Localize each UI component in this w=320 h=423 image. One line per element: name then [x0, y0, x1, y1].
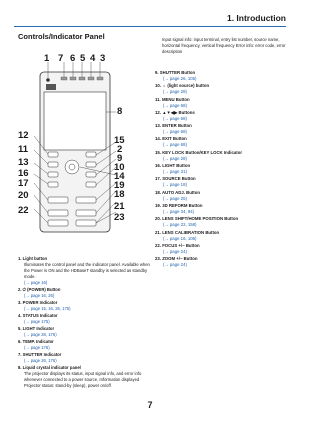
list-item — [18, 326, 151, 338]
item-page-ref[interactable]: (→ page 28) — [163, 155, 187, 161]
list-item — [18, 300, 151, 312]
item-number: 8. — [18, 365, 22, 370]
list-item: 23. ZOOM +/− Button (→ page 24) — [155, 256, 290, 268]
list-item — [18, 313, 151, 325]
light-source-icon: ☼ — [162, 83, 167, 89]
item-page-ref[interactable]: (→ page 16) — [24, 280, 48, 285]
callout-21: 21 — [114, 201, 125, 212]
callout-6: 6 — [70, 53, 76, 64]
list-item — [18, 352, 151, 364]
item-number: 3. — [18, 300, 22, 305]
item-number: 4. — [18, 313, 22, 318]
item-page-ref[interactable]: (→ page 18) — [163, 182, 187, 188]
callout-7: 7 — [58, 53, 64, 64]
item-page-ref[interactable]: (→ page 24) — [163, 248, 187, 254]
list-item: 13. ENTER Button (→ page 68) — [155, 123, 290, 135]
callout-11: 11 — [18, 144, 29, 155]
list-item — [18, 287, 151, 299]
callout-16: 16 — [18, 168, 29, 179]
power-icon: ⏻ — [22, 287, 26, 292]
item-description: The projector displays its status, input signal info, and error info whenever connected to a power source. Information displayed Projector status: stand-by (sleep), power on/off — [24, 371, 142, 388]
item-description: Illuminates the control panel and the indicator panel. Available when the Power is ON and the HDBaseT standby is selected as standby mode. — [24, 262, 150, 279]
item-number: 1. — [18, 256, 22, 261]
callout-19: 19 — [114, 180, 125, 191]
list-item: 22. FOCUS +/− Button (→ page 24) — [155, 243, 290, 255]
callout-3: 3 — [100, 53, 106, 64]
chapter-title: 1. Introduction — [226, 13, 286, 23]
item-page-ref[interactable]: (→ page 68) — [163, 102, 187, 108]
item-page-ref[interactable]: (→ page 25) — [163, 195, 187, 201]
item-page-ref[interactable]: (→ page 175) — [24, 319, 50, 324]
list-item: 19. 3D REFORM Button (→ page 34, 94) — [155, 203, 290, 215]
list-item — [18, 365, 151, 389]
section-title: Controls/Indicator Panel — [18, 32, 105, 41]
callout-13: 13 — [18, 157, 29, 168]
item-page-ref[interactable]: (→ page 28) — [163, 89, 187, 95]
callout-14: 14 — [114, 171, 125, 182]
list-item: 10. ☼ (light source) button (→ page 28) — [155, 83, 290, 95]
item-page-ref[interactable]: (→ page 15, 16, 26, 175) — [24, 306, 71, 311]
item-title: (POWER) Button — [27, 287, 61, 292]
callout-18: 18 — [114, 189, 125, 200]
item-page-ref[interactable]: (→ page 176) — [24, 345, 50, 350]
item-number: 5. — [18, 326, 22, 331]
item-page-ref[interactable]: (→ page 16, 26) — [24, 293, 55, 298]
callout-4: 4 — [90, 53, 96, 64]
list-item — [18, 256, 151, 286]
lcd-window — [46, 84, 56, 90]
item-number: 2. — [18, 287, 22, 292]
callout-1: 1 — [44, 53, 50, 64]
item-title: SHUTTER Indicator — [22, 352, 62, 357]
list-item: 21. LENS CALIBRATION Button (→ page 16, 106) — [155, 230, 290, 242]
item-page-ref[interactable]: (→ page 26, 176) — [24, 358, 57, 363]
callout-2: 2 — [117, 144, 123, 155]
callout-15: 15 — [114, 135, 125, 146]
item-page-ref[interactable]: (→ page 31) — [163, 169, 187, 175]
page-number: 7 — [147, 400, 153, 410]
item-page-ref[interactable]: (→ page 68) — [163, 142, 187, 148]
item-page-ref[interactable]: (→ page 16, 106) — [163, 235, 197, 241]
lcd-info-continued: Input signal info: input terminal, entry list number, source name, horizontal frequency, vertical frequency Error info: error code, error description — [162, 37, 286, 54]
item-page-ref[interactable]: (→ page 68) — [163, 129, 187, 135]
callout-8: 8 — [117, 106, 123, 117]
callout-9: 9 — [117, 153, 123, 164]
item-page-ref[interactable]: (→ page 34, 94) — [163, 208, 195, 214]
list-item — [18, 339, 151, 351]
item-title: LIGHT Indicator — [22, 326, 55, 331]
callout-12: 12 — [18, 130, 29, 141]
item-title: Light button — [22, 256, 48, 261]
page-header — [14, 12, 286, 30]
item-page-ref[interactable]: (→ page 28, 176) — [24, 332, 57, 337]
item-title: STATUS Indicator — [22, 313, 58, 318]
list-item: 12. ▲▼◀▶ Buttons (→ page 68) — [155, 110, 290, 122]
item-page-ref[interactable]: (→ page 24) — [163, 262, 187, 268]
lcd-panel — [44, 92, 106, 150]
left-item-list — [18, 256, 151, 390]
list-item: 20. LENS SHIFT/HOME POSITION Button (→ page 22, 158) — [155, 216, 290, 228]
light-button-dot — [46, 78, 50, 82]
callout-17: 17 — [18, 178, 29, 189]
list-item: 14. EXIT Button (→ page 68) — [155, 136, 290, 148]
list-item: 15. KEY LOCK Button/KEY LOCK Indicator (→ page 28) — [155, 150, 290, 162]
item-page-ref[interactable]: (→ page 68) — [163, 115, 187, 121]
item-page-ref[interactable]: (→ page 26, 105) — [163, 76, 197, 81]
callout-23: 23 — [114, 212, 125, 223]
callout-22: 22 — [18, 205, 29, 216]
item-title: Liquid crystal indicator panel — [22, 365, 81, 370]
callout-5: 5 — [80, 53, 86, 64]
list-item: 17. SOURCE Button (→ page 18) — [155, 176, 290, 188]
header-rule — [14, 26, 286, 27]
right-item-list — [155, 70, 290, 269]
list-item: 9. SHUTTER Button (→ page 26, 105) — [155, 70, 290, 82]
list-item: 18. AUTO ADJ. Button (→ page 25) — [155, 190, 290, 202]
list-item: 16. LIGHT Button (→ page 31) — [155, 163, 290, 175]
item-title: POWER Indicator — [22, 300, 58, 305]
item-page-ref[interactable]: (→ page 22, 158) — [163, 222, 197, 228]
callout-10: 10 — [114, 162, 125, 173]
item-number: 7. — [18, 352, 22, 357]
item-number: 6. — [18, 339, 22, 344]
item-title: TEMP. Indicator — [22, 339, 54, 344]
callout-20: 20 — [18, 190, 29, 201]
list-item: 11. MENU Button (→ page 68) — [155, 97, 290, 109]
